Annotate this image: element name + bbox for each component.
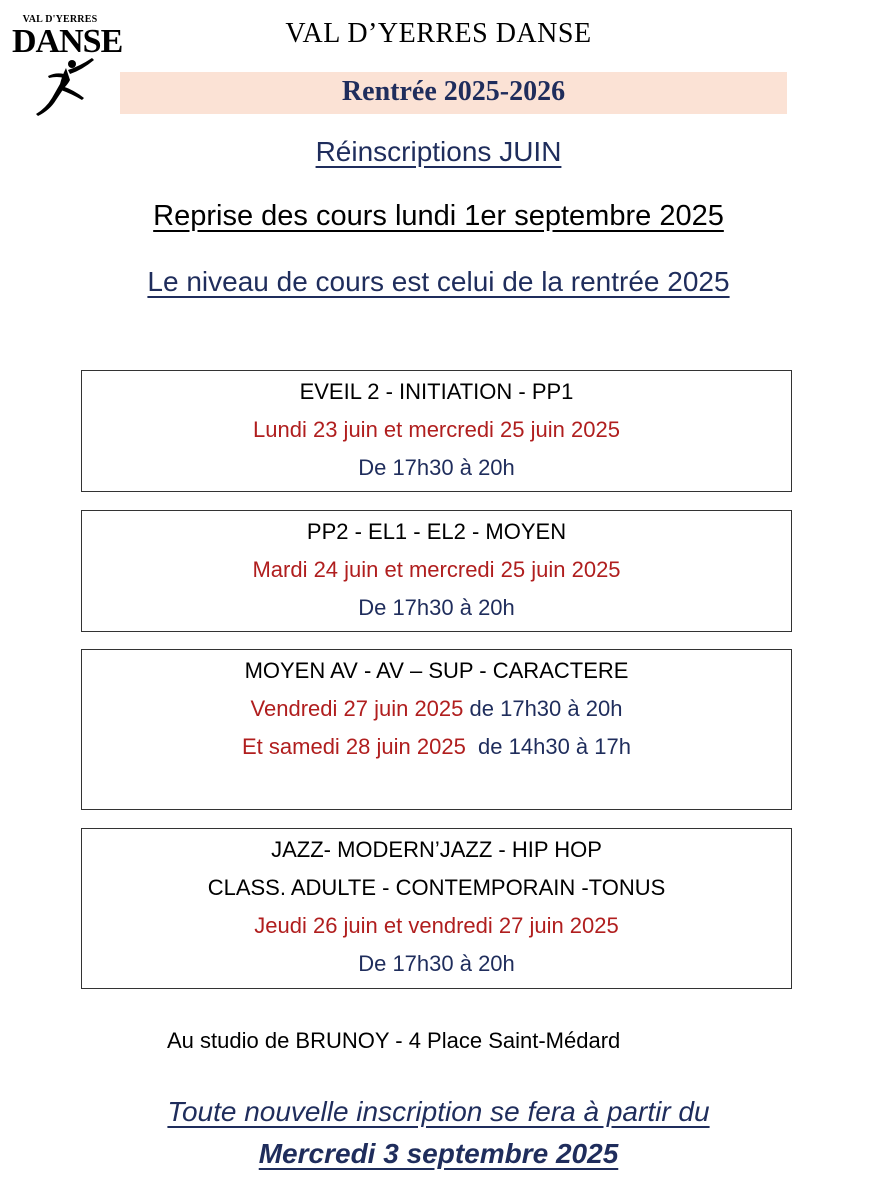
session-date: Mardi 24 juin et mercredi 25 juin 2025 (252, 557, 621, 582)
new-inscription-line-1 (0, 1096, 877, 1128)
new-inscription-text: Toute nouvelle inscription se fera à partir du (167, 1096, 710, 1127)
session-hours: De 17h30 à 20h (358, 595, 515, 620)
session-group: EVEIL 2 - INITIATION - PP1 (299, 379, 574, 404)
session-group: CLASS. ADULTE - CONTEMPORAIN -TONUS (207, 875, 666, 900)
reinscriptions-heading (0, 136, 877, 168)
reprise-text: Reprise des cours lundi 1er septembre 2025 (153, 200, 724, 232)
session-schedule-line-1 (82, 690, 791, 728)
session-schedule-line-2 (82, 728, 791, 766)
session-box-2 (81, 510, 792, 632)
dancer-icon (22, 54, 102, 118)
session-date: Vendredi 27 juin 2025 (250, 696, 464, 721)
session-hours: de 14h30 à 17h (465, 734, 631, 759)
new-inscription-date: Mercredi 3 septembre 2025 (258, 1138, 619, 1169)
session-date: Lundi 23 juin et mercredi 25 juin 2025 (253, 417, 620, 442)
session-group: PP2 - EL1 - EL2 - MOYEN (306, 519, 567, 544)
session-date: Et samedi 28 juin 2025 (242, 734, 466, 759)
niveau-text: Le niveau de cours est celui de la rentrée 2025 (147, 266, 730, 297)
session-hours: De 17h30 à 20h (358, 951, 515, 976)
new-inscription-line-2 (0, 1138, 877, 1170)
reprise-heading (0, 200, 877, 233)
session-group: JAZZ- MODERN’JAZZ - HIP HOP (271, 837, 602, 862)
logo-main-text: DANSE (12, 23, 123, 60)
studio-address: Au studio de BRUNOY - 4 Place Saint-Médard (167, 1028, 621, 1053)
organization-title: VAL D’YERRES DANSE (285, 18, 592, 49)
session-box-1 (81, 370, 792, 492)
session-box-4 (81, 828, 792, 989)
season-banner: Rentrée 2025-2026 (120, 72, 787, 114)
niveau-heading (0, 266, 877, 298)
logo-top-text: VAL D'YERRES (22, 14, 98, 25)
session-date: Jeudi 26 juin et vendredi 27 juin 2025 (254, 913, 619, 938)
reinscriptions-text: Réinscriptions JUIN (315, 136, 562, 167)
session-box-3 (81, 649, 792, 810)
session-hours: de 17h30 à 20h (463, 696, 623, 721)
session-group: MOYEN AV - AV – SUP - CARACTERE (244, 658, 629, 683)
session-hours: De 17h30 à 20h (358, 455, 515, 480)
